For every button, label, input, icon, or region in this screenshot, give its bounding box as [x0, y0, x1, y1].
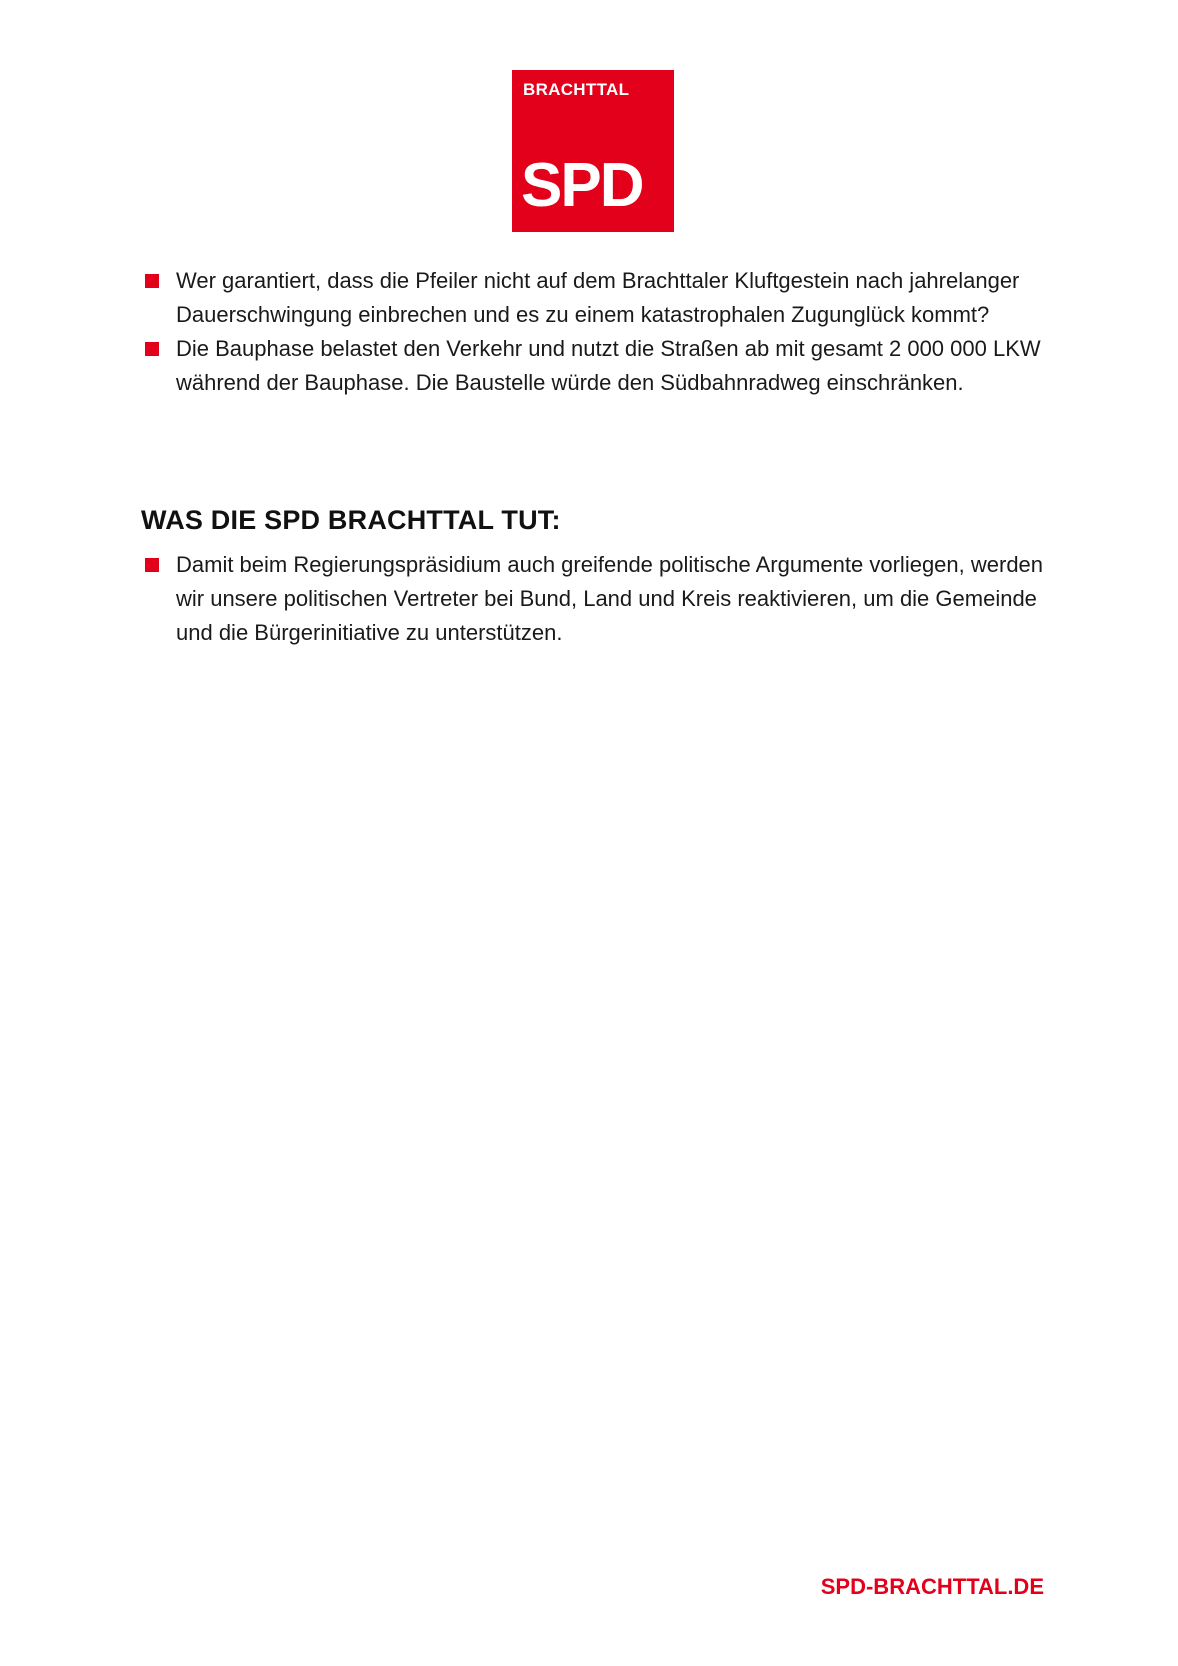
logo-subtitle: BRACHTTAL [523, 80, 630, 99]
section-heading: WAS DIE SPD BRACHTTAL TUT: [141, 505, 561, 535]
logo-name: SPD [521, 151, 643, 220]
list-item-text: Wer garantiert, dass die Pfeiler nicht auf dem Brachttaler Kluftgestein nach jahrelanger Dauerschwingung einbrechen und es zu einem katastrophalen Zugunglück kommt? [176, 268, 1020, 327]
list-item [144, 332, 1044, 400]
actions-list [144, 548, 1044, 650]
list-item [144, 264, 1044, 332]
concerns-list [144, 264, 1044, 400]
square-bullet-icon [145, 274, 159, 288]
spd-brachttal-logo [512, 70, 674, 232]
list-item [144, 548, 1044, 650]
list-item-text: Die Bauphase belastet den Verkehr und nutzt die Straßen ab mit gesamt 2 000 000 LKW während der Bauphase. Die Baustelle würde den Südbahnradweg einschränken. [176, 336, 1041, 395]
website-link[interactable]: SPD-BRACHTTAL.DE [820, 1574, 1044, 1599]
list-item-text: Damit beim Regierungspräsidium auch greifende politische Argumente vorliegen, werden wir unsere politischen Vertreter bei Bund, Land und Kreis reaktivieren, um die Gemeinde und die Bürgerinitiative zu unterstützen. [176, 552, 1044, 645]
square-bullet-icon [145, 342, 159, 356]
square-bullet-icon [145, 558, 159, 572]
